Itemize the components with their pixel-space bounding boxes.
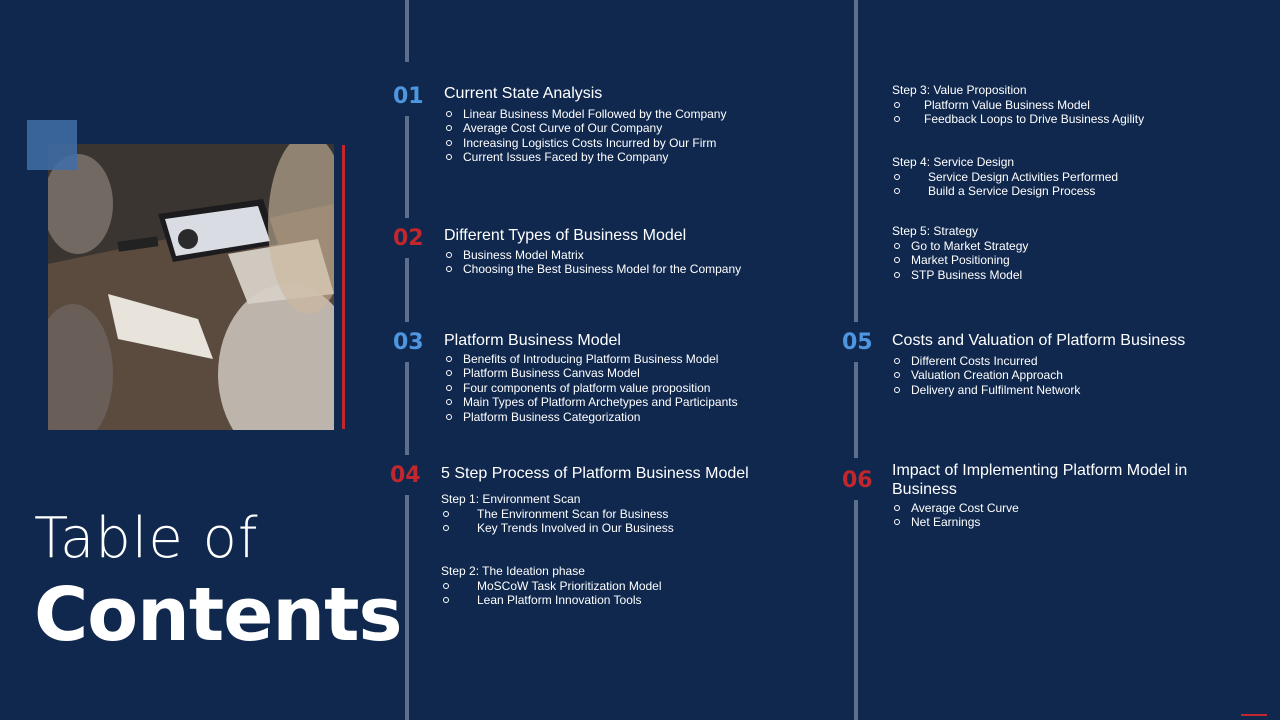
section-title-05[interactable]: Costs and Valuation of Platform Business	[892, 332, 1186, 349]
list-item: Four components of platform value proposition	[444, 381, 738, 395]
step-label: Step 5: Strategy	[892, 224, 979, 238]
list-item: Key Trends Involved in Our Business	[441, 521, 674, 535]
meeting-photo	[48, 144, 334, 430]
step-list	[892, 98, 1144, 127]
section-title-02[interactable]: Different Types of Business Model	[444, 227, 687, 244]
list-item: Average Cost Curve of Our Company	[444, 121, 726, 135]
step-label: Step 1: Environment Scan	[441, 492, 581, 506]
section-title-06[interactable]: Impact of Implementing Platform Model in Business	[892, 462, 1188, 498]
section-number-02: 02	[393, 226, 424, 251]
list-item: Business Model Matrix	[444, 248, 741, 262]
list-item: Build a Service Design Process	[892, 184, 1118, 198]
step-label: Step 4: Service Design	[892, 155, 1015, 169]
list-item: STP Business Model	[892, 268, 1028, 282]
list-item: Net Earnings	[892, 515, 1019, 529]
step-list	[892, 239, 1028, 282]
page-title-line2: Contents	[34, 572, 402, 658]
list-item: Lean Platform Innovation Tools	[441, 593, 662, 607]
step-list	[441, 507, 674, 536]
section-number-03: 03	[393, 330, 424, 355]
list-item: Main Types of Platform Archetypes and Participants	[444, 395, 738, 409]
list-item: Benefits of Introducing Platform Business Model	[444, 352, 738, 366]
step-label: Step 3: Value Proposition	[892, 83, 1027, 97]
list-item: Service Design Activities Performed	[892, 170, 1118, 184]
list-item: Delivery and Fulfilment Network	[892, 383, 1080, 397]
step-list	[441, 579, 662, 608]
list-item: Current Issues Faced by the Company	[444, 150, 726, 164]
list-item: The Environment Scan for Business	[441, 507, 674, 521]
list-item: Go to Market Strategy	[892, 239, 1028, 253]
step-label: Step 2: The Ideation phase	[441, 564, 585, 578]
section-title-01[interactable]: Current State Analysis	[444, 85, 603, 102]
list-item: Platform Value Business Model	[892, 98, 1144, 112]
list-item: Choosing the Best Business Model for the Company	[444, 262, 741, 276]
page-title-line1: Table of	[34, 506, 259, 571]
section-list-05	[892, 354, 1080, 397]
decorative-square	[27, 120, 77, 170]
list-item: Platform Business Categorization	[444, 410, 738, 424]
meeting-photo-illustration	[48, 144, 334, 430]
section-list-01	[444, 107, 726, 165]
section-number-04: 04	[390, 463, 421, 488]
list-item: Linear Business Model Followed by the Company	[444, 107, 726, 121]
step-list	[892, 170, 1118, 199]
list-item: Platform Business Canvas Model	[444, 366, 738, 380]
section-number-05: 05	[842, 330, 873, 355]
section-list-03	[444, 352, 738, 424]
section-title-03[interactable]: Platform Business Model	[444, 332, 621, 349]
section-list-06	[892, 501, 1019, 530]
list-item: Valuation Creation Approach	[892, 368, 1080, 382]
section-number-06: 06	[842, 468, 873, 493]
list-item: Different Costs Incurred	[892, 354, 1080, 368]
list-item: Average Cost Curve	[892, 501, 1019, 515]
list-item: MoSCoW Task Prioritization Model	[441, 579, 662, 593]
section-title-04[interactable]: 5 Step Process of Platform Business Model	[441, 465, 749, 482]
section-number-01: 01	[393, 84, 424, 109]
corner-accent-mark	[1241, 714, 1267, 716]
section-list-02	[444, 248, 741, 277]
red-accent-bar	[342, 145, 345, 429]
list-item: Increasing Logistics Costs Incurred by Our Firm	[444, 136, 726, 150]
list-item: Market Positioning	[892, 253, 1028, 267]
list-item: Feedback Loops to Drive Business Agility	[892, 112, 1144, 126]
